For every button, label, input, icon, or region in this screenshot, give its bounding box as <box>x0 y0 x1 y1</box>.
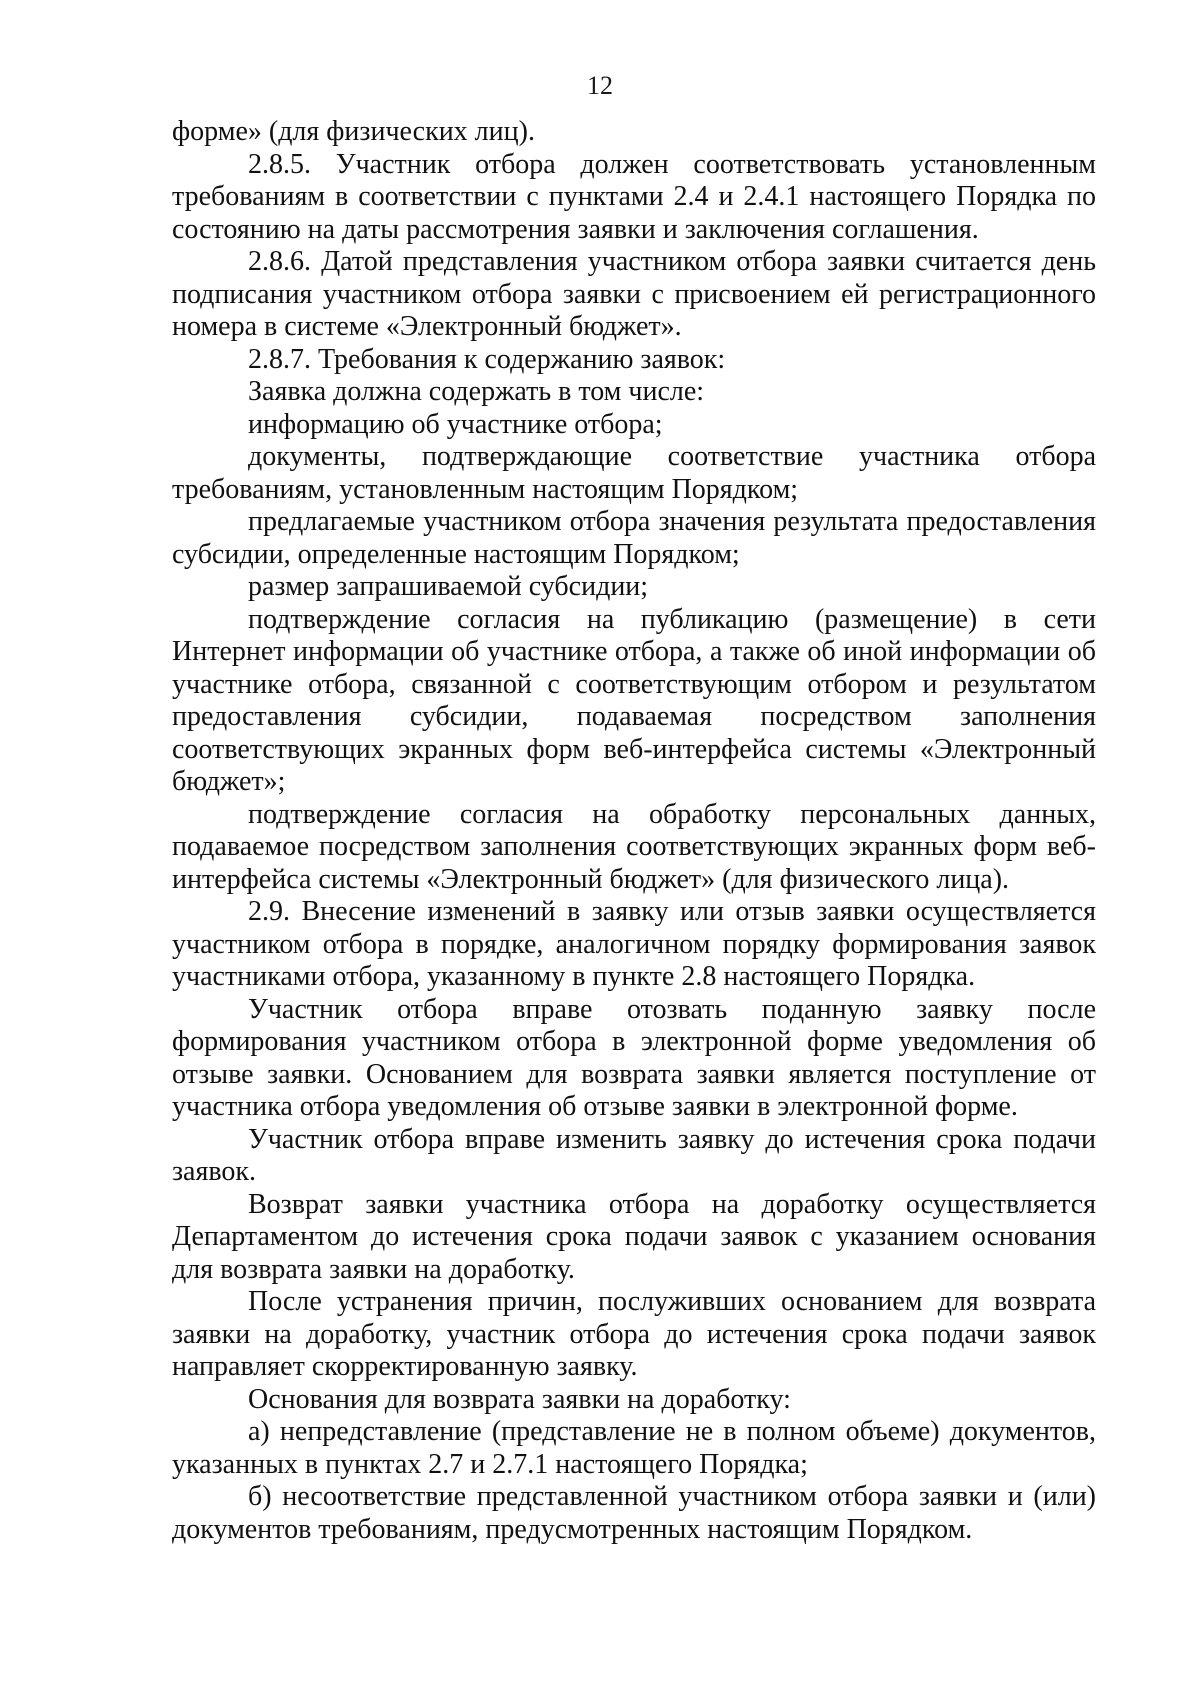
list-item-ground-a: а) непредставление (представление не в полном объеме) документов, указанных в пунктах 2.7 и 2.7.1 настоящего Порядка; <box>172 1416 1096 1480</box>
list-item-participant-info: информацию об участнике отбора; <box>248 408 663 440</box>
paragraph-withdrawal: Участник отбора вправе отозвать поданную заявку после формирования участником отбора в электронной форме уведомления об отзыве заявки. Основанием для возврата заявки является поступление от участника отбора уведомления об отзыве заявки в электронной форме. <box>172 993 1096 1122</box>
list-item-result-values: предлагаемые участником отбора значения результата предоставления субсидии, определенные настоящим Порядком; <box>172 506 1096 570</box>
paragraph-2-8-5: 2.8.5. Участник отбора должен соответствовать установленным требованиям в соответствии с пунктами 2.4 и 2.4.1 настоящего Порядка по состоянию на даты рассмотрения заявки и заключения соглашения. <box>172 148 1096 245</box>
list-item-personal-data-consent: подтверждение согласия на обработку персональных данных, подаваемое посредством заполнения соответствующих экранных форм веб-интерфейса системы «Электронный бюджет» (для физического лица). <box>172 798 1096 895</box>
list-item-ground-b: б) несоответствие представленной участником отбора заявки и (или) документов требованиям, предусмотренных настоящим Порядком. <box>172 1481 1096 1545</box>
paragraph-return-for-revision: Возврат заявки участника отбора на доработку осуществляется Департаментом до истечения срока подачи заявок с указанием основания для возврата заявки на доработку. <box>172 1188 1096 1285</box>
paragraph-application-contents: Заявка должна содержать в том числе: <box>248 376 705 407</box>
list-item-subsidy-size: размер запрашиваемой субсидии; <box>248 571 649 602</box>
paragraph-2-8-6: 2.8.6. Датой представления участником отбора заявки считается день подписания участником отбора заявки с присвоением ей регистрационного номера в системе «Электронный бюджет». <box>172 246 1096 342</box>
list-item-documents: документы, подтверждающие соответствие участника отбора требованиям, установленным настоящим Порядком; <box>172 441 1096 505</box>
page-number: 12 <box>587 71 613 100</box>
document-body <box>172 116 1096 1546</box>
paragraph-2-8-7-heading: 2.8.7. Требования к содержанию заявок: <box>248 343 726 375</box>
list-item-publication-consent: подтверждение согласия на публикацию (размещение) в сети Интернет информации об участнике отбора, а также об иной информации об участнике отбора, связанной с соответствующим отбором и результатом предоставления субсидии, подаваемая посредством заполнения соответствующих экранных форм веб-интерфейса системы «Электронный бюджет»; <box>172 603 1096 797</box>
paragraph-resubmission: После устранения причин, послуживших основанием для возврата заявки на доработку, участник отбора до истечения срока подачи заявок направляет скорректированную заявку. <box>172 1286 1096 1382</box>
paragraph-return-grounds: Основания для возврата заявки на доработку: <box>248 1383 791 1415</box>
paragraph-continuation: форме» (для физических лиц). <box>172 116 535 147</box>
paragraph-2-9: 2.9. Внесение изменений в заявку или отзыв заявки осуществляется участником отбора в порядке, аналогичном порядку формирования заявок участниками отбора, указанному в пункте 2.8 настоящего Порядка. <box>172 896 1096 992</box>
paragraph-change-application: Участник отбора вправе изменить заявку до истечения срока подачи заявок. <box>172 1123 1096 1187</box>
